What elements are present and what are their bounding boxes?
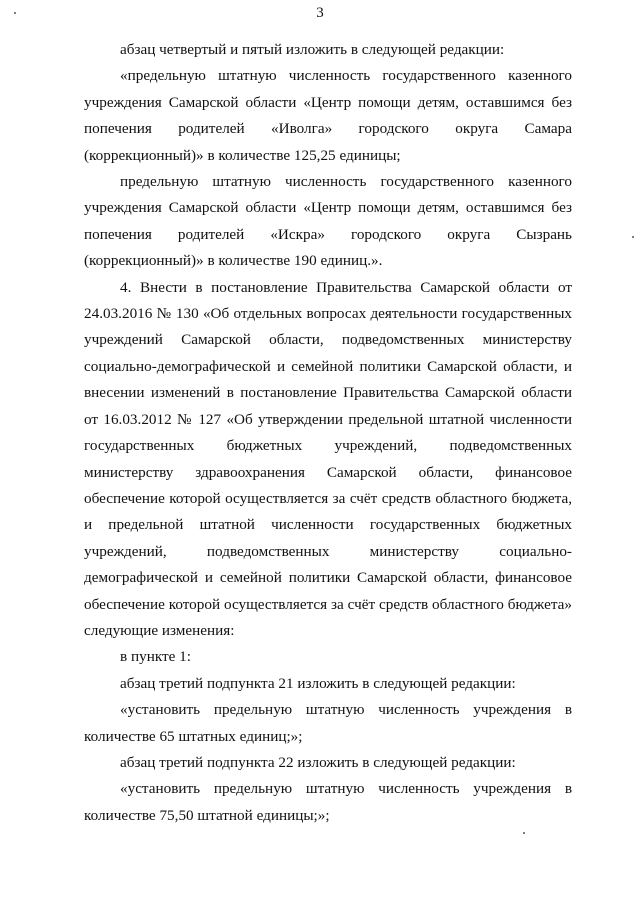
scan-speck bbox=[632, 236, 634, 238]
scan-speck bbox=[14, 12, 16, 14]
paragraph-iskra-quota: предельную штатную численность государственного казенного учреждения Самарской области «Центр помощи детям, оставшимся без попечения родителей «Искра» городского округа Сызрань (коррекционный)» в количестве 190 единиц.». bbox=[84, 173, 572, 270]
paragraph-point-1: в пункте 1: bbox=[120, 648, 191, 666]
scan-speck bbox=[523, 832, 525, 834]
paragraph-quota-65: «установить предельную штатную численность учреждения в количестве 65 штатных единиц;»; bbox=[84, 701, 572, 745]
paragraph-amend-intro: абзац четвертый и пятый изложить в следующей редакции: bbox=[120, 41, 505, 58]
paragraph-subpoint-22: абзац третий подпункта 22 изложить в следующей редакции: bbox=[120, 753, 516, 771]
paragraph-subpoint-21: абзац третий подпункта 21 изложить в следующей редакции: bbox=[120, 674, 516, 692]
paragraph-ivolga-quota: «предельную штатную численность государственного казенного учреждения Самарской области «Центр помощи детям, оставшимся без попечения родителей «Иволга» городского округа Самара (коррекционный)» в количестве 125,25 единицы; bbox=[84, 67, 572, 164]
paragraph-quota-75-50: «установить предельную штатную численность учреждения в количестве 75,50 штатной единицы;»; bbox=[84, 780, 572, 824]
document-body bbox=[84, 37, 572, 829]
page-number: 3 bbox=[316, 5, 324, 21]
paragraph-item-4: 4. Внести в постановление Правительства Самарской области от 24.03.2016 № 130 «Об отдельных вопросах деятельности государственных учреждений Самарской области, подведомственных министерству социально-демографической и семейной политики Самарской области, и внесении изменений в постановление Правительства Самарской области от 16.03.2012 № 127 «Об утверждении предельной штатной численности государственных бюджетных учреждений, подведомственных министерству здравоохранения Самарской области, финансовое обеспечение которой осуществляется за счёт средств областного бюджета, и предельной штатной численности государственных бюджетных учреждений, подведомственных министерству социально-демографической и семейной политики Самарской области, финансовое обеспечение которой осуществляется за счёт средств областного бюджета» следующие изменения: bbox=[84, 278, 572, 639]
